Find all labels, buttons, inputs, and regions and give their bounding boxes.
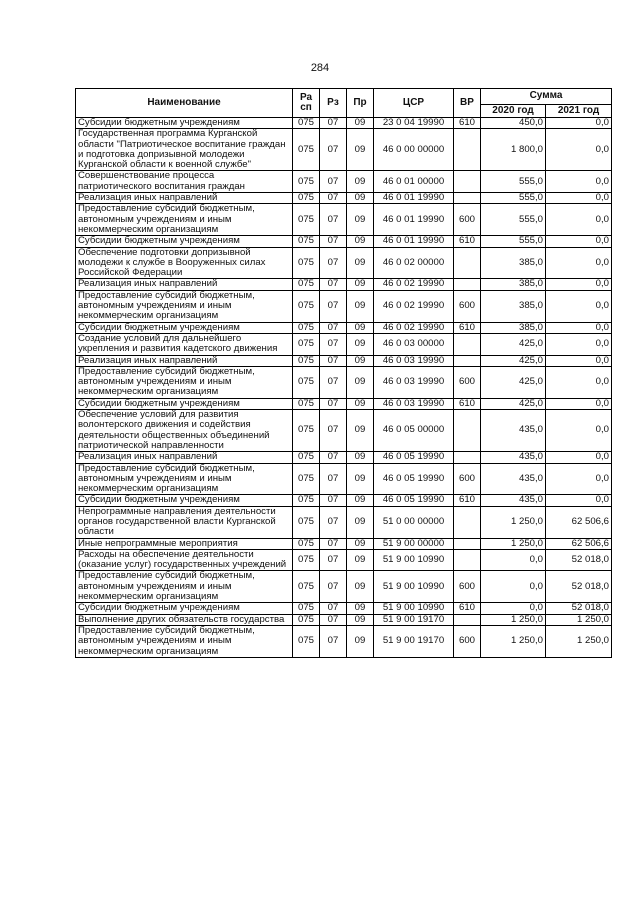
- row-sum-2020: 0,0: [481, 603, 546, 614]
- row-vr: 610: [454, 118, 481, 129]
- row-sum-2021: 0,0: [546, 279, 612, 290]
- table-row: [76, 322, 612, 333]
- header-2020: 2020 год: [481, 105, 546, 118]
- row-rasp: 075: [293, 603, 320, 614]
- row-sum-2021: 52 018,0: [546, 603, 612, 614]
- row-pr: 09: [347, 452, 374, 463]
- row-rz: 07: [320, 495, 347, 506]
- row-sum-2021: 0,0: [546, 495, 612, 506]
- row-rz: 07: [320, 571, 347, 603]
- row-rz: 07: [320, 322, 347, 333]
- row-sum-2021: 0,0: [546, 129, 612, 171]
- row-name: Создание условий для дальнейшего укрепления и развития кадетского движения: [76, 333, 293, 355]
- table-row: [76, 279, 612, 290]
- row-rz: 07: [320, 290, 347, 322]
- row-vr: 600: [454, 366, 481, 398]
- row-sum-2020: 1 250,0: [481, 614, 546, 625]
- row-rz: 07: [320, 549, 347, 571]
- row-sum-2020: 0,0: [481, 571, 546, 603]
- row-sum-2020: 385,0: [481, 322, 546, 333]
- row-name: Субсидии бюджетным учреждениям: [76, 603, 293, 614]
- table-row: [76, 193, 612, 204]
- row-csr: 51 9 00 10990: [374, 571, 454, 603]
- table-row: [76, 410, 612, 452]
- row-rasp: 075: [293, 625, 320, 657]
- row-vr: [454, 538, 481, 549]
- row-sum-2021: 52 018,0: [546, 571, 612, 603]
- header-sum: Сумма: [481, 89, 612, 105]
- row-rasp: 075: [293, 236, 320, 247]
- row-rz: 07: [320, 279, 347, 290]
- row-rasp: 075: [293, 322, 320, 333]
- header-2021: 2021 год: [546, 105, 612, 118]
- row-rz: 07: [320, 247, 347, 279]
- row-vr: [454, 279, 481, 290]
- row-name: Реализация иных направлений: [76, 355, 293, 366]
- row-csr: 51 0 00 00000: [374, 506, 454, 538]
- row-pr: 09: [347, 118, 374, 129]
- row-vr: [454, 247, 481, 279]
- table-row: [76, 171, 612, 193]
- row-vr: [454, 333, 481, 355]
- row-rz: 07: [320, 171, 347, 193]
- page-number: 284: [310, 62, 330, 74]
- row-pr: 09: [347, 625, 374, 657]
- row-sum-2021: 0,0: [546, 204, 612, 236]
- row-rasp: 075: [293, 366, 320, 398]
- row-vr: 600: [454, 204, 481, 236]
- row-pr: 09: [347, 333, 374, 355]
- row-sum-2021: 62 506,6: [546, 506, 612, 538]
- row-vr: 600: [454, 571, 481, 603]
- row-name: Предоставление субсидий бюджетным, автономным учреждениям и иным некоммерческим организациям: [76, 366, 293, 398]
- row-pr: 09: [347, 322, 374, 333]
- row-pr: 09: [347, 495, 374, 506]
- row-name: Предоставление субсидий бюджетным, автономным учреждениям и иным некоммерческим организациям: [76, 463, 293, 495]
- row-csr: 46 0 05 19990: [374, 463, 454, 495]
- table-row: [76, 538, 612, 549]
- row-name: Выполнение других обязательств государства: [76, 614, 293, 625]
- row-pr: 09: [347, 538, 374, 549]
- row-rasp: 075: [293, 129, 320, 171]
- row-rz: 07: [320, 355, 347, 366]
- table-row: [76, 236, 612, 247]
- row-sum-2021: 1 250,0: [546, 625, 612, 657]
- row-csr: 46 0 02 19990: [374, 279, 454, 290]
- row-rasp: 075: [293, 398, 320, 409]
- row-csr: 51 9 00 19170: [374, 625, 454, 657]
- table-row: [76, 463, 612, 495]
- row-csr: 46 0 03 00000: [374, 333, 454, 355]
- row-pr: 09: [347, 290, 374, 322]
- table-row: [76, 204, 612, 236]
- row-sum-2020: 385,0: [481, 290, 546, 322]
- row-name: Обеспечение подготовки допризывной молодежи к службе в Вооруженных силах Российской Федерации: [76, 247, 293, 279]
- row-vr: [454, 410, 481, 452]
- row-sum-2021: 0,0: [546, 398, 612, 409]
- row-sum-2020: 555,0: [481, 171, 546, 193]
- header-rasp: Ра сп: [293, 89, 320, 118]
- row-rasp: 075: [293, 355, 320, 366]
- table-row: [76, 625, 612, 657]
- header-pr: Пр: [347, 89, 374, 118]
- row-pr: 09: [347, 279, 374, 290]
- row-sum-2021: 0,0: [546, 410, 612, 452]
- row-rasp: 075: [293, 204, 320, 236]
- row-rz: 07: [320, 398, 347, 409]
- row-rz: 07: [320, 236, 347, 247]
- row-rasp: 075: [293, 279, 320, 290]
- row-name: Реализация иных направлений: [76, 193, 293, 204]
- row-vr: 610: [454, 603, 481, 614]
- row-rz: 07: [320, 463, 347, 495]
- row-sum-2021: 0,0: [546, 290, 612, 322]
- row-csr: 51 9 00 10990: [374, 603, 454, 614]
- row-pr: 09: [347, 171, 374, 193]
- row-rz: 07: [320, 118, 347, 129]
- row-sum-2020: 385,0: [481, 247, 546, 279]
- row-sum-2020: 0,0: [481, 549, 546, 571]
- row-sum-2020: 1 800,0: [481, 129, 546, 171]
- row-rasp: 075: [293, 549, 320, 571]
- row-csr: 46 0 02 19990: [374, 290, 454, 322]
- row-csr: 46 0 02 00000: [374, 247, 454, 279]
- row-rz: 07: [320, 204, 347, 236]
- row-csr: 51 9 00 19170: [374, 614, 454, 625]
- row-pr: 09: [347, 549, 374, 571]
- row-name: Реализация иных направлений: [76, 279, 293, 290]
- row-name: Государственная программа Курганской области "Патриотическое воспитание граждан и подготовка допризывной молодежи Курганской области к военной службе": [76, 129, 293, 171]
- header-csr: ЦСР: [374, 89, 454, 118]
- row-name: Предоставление субсидий бюджетным, автономным учреждениям и иным некоммерческим организациям: [76, 571, 293, 603]
- row-sum-2021: 0,0: [546, 463, 612, 495]
- row-sum-2021: 0,0: [546, 452, 612, 463]
- row-rasp: 075: [293, 506, 320, 538]
- row-sum-2021: 0,0: [546, 118, 612, 129]
- row-rasp: 075: [293, 495, 320, 506]
- row-pr: 09: [347, 204, 374, 236]
- row-rasp: 075: [293, 452, 320, 463]
- row-sum-2020: 555,0: [481, 193, 546, 204]
- table-row: [76, 452, 612, 463]
- row-vr: [454, 452, 481, 463]
- row-csr: 46 0 05 19990: [374, 452, 454, 463]
- row-rz: 07: [320, 625, 347, 657]
- row-rasp: 075: [293, 614, 320, 625]
- table-row: [76, 129, 612, 171]
- row-csr: 46 0 00 00000: [374, 129, 454, 171]
- row-csr: 46 0 01 19990: [374, 204, 454, 236]
- row-csr: 46 0 03 19990: [374, 366, 454, 398]
- header-name: Наименование: [76, 89, 293, 118]
- table-row: [76, 571, 612, 603]
- row-sum-2021: 0,0: [546, 355, 612, 366]
- row-name: Предоставление субсидий бюджетным, автономным учреждениям и иным некоммерческим организациям: [76, 625, 293, 657]
- row-rasp: 075: [293, 118, 320, 129]
- row-sum-2021: 0,0: [546, 366, 612, 398]
- row-csr: 46 0 01 19990: [374, 236, 454, 247]
- row-name: Совершенствование процесса патриотического воспитания граждан: [76, 171, 293, 193]
- row-csr: 46 0 05 19990: [374, 495, 454, 506]
- row-name: Предоставление субсидий бюджетным, автономным учреждениям и иным некоммерческим организациям: [76, 204, 293, 236]
- row-vr: 610: [454, 495, 481, 506]
- row-sum-2021: 0,0: [546, 322, 612, 333]
- row-name: Субсидии бюджетным учреждениям: [76, 398, 293, 409]
- row-csr: 46 0 01 00000: [374, 171, 454, 193]
- row-sum-2020: 555,0: [481, 204, 546, 236]
- row-sum-2020: 555,0: [481, 236, 546, 247]
- row-name: Субсидии бюджетным учреждениям: [76, 118, 293, 129]
- row-rz: 07: [320, 506, 347, 538]
- table-row: [76, 398, 612, 409]
- row-sum-2020: 435,0: [481, 495, 546, 506]
- row-pr: 09: [347, 355, 374, 366]
- table-row: [76, 247, 612, 279]
- table-row: [76, 603, 612, 614]
- row-name: Предоставление субсидий бюджетным, автономным учреждениям и иным некоммерческим организациям: [76, 290, 293, 322]
- row-sum-2021: 1 250,0: [546, 614, 612, 625]
- row-rasp: 075: [293, 171, 320, 193]
- row-name: Реализация иных направлений: [76, 452, 293, 463]
- row-pr: 09: [347, 614, 374, 625]
- row-vr: [454, 193, 481, 204]
- row-csr: 23 0 04 19990: [374, 118, 454, 129]
- row-rz: 07: [320, 193, 347, 204]
- row-name: Расходы на обеспечение деятельности (оказание услуг) государственных учреждений: [76, 549, 293, 571]
- row-rz: 07: [320, 614, 347, 625]
- row-rz: 07: [320, 452, 347, 463]
- row-csr: 46 0 03 19990: [374, 398, 454, 409]
- table-row: [76, 506, 612, 538]
- row-sum-2020: 425,0: [481, 366, 546, 398]
- row-rasp: 075: [293, 333, 320, 355]
- row-sum-2021: 0,0: [546, 333, 612, 355]
- row-name: Обеспечение условий для развития волонтерского движения и содействия деятельности общественных объединений патриотической направленности: [76, 410, 293, 452]
- row-pr: 09: [347, 193, 374, 204]
- row-rz: 07: [320, 129, 347, 171]
- row-rz: 07: [320, 366, 347, 398]
- row-vr: [454, 549, 481, 571]
- row-vr: 600: [454, 463, 481, 495]
- table-header: [76, 89, 612, 118]
- row-vr: 610: [454, 398, 481, 409]
- row-rasp: 075: [293, 571, 320, 603]
- row-vr: [454, 171, 481, 193]
- table-row: [76, 366, 612, 398]
- row-sum-2020: 425,0: [481, 333, 546, 355]
- row-rz: 07: [320, 333, 347, 355]
- row-pr: 09: [347, 236, 374, 247]
- row-name: Непрограммные направления деятельности органов государственной власти Курганской области: [76, 506, 293, 538]
- row-name: Иные непрограммные мероприятия: [76, 538, 293, 549]
- row-pr: 09: [347, 366, 374, 398]
- row-pr: 09: [347, 603, 374, 614]
- row-csr: 46 0 01 19990: [374, 193, 454, 204]
- table-row: [76, 290, 612, 322]
- row-name: Субсидии бюджетным учреждениям: [76, 495, 293, 506]
- header-vr: ВР: [454, 89, 481, 118]
- row-sum-2020: 435,0: [481, 410, 546, 452]
- row-vr: 610: [454, 236, 481, 247]
- row-csr: 46 0 02 19990: [374, 322, 454, 333]
- row-pr: 09: [347, 398, 374, 409]
- table-row: [76, 495, 612, 506]
- row-sum-2020: 1 250,0: [481, 625, 546, 657]
- row-pr: 09: [347, 463, 374, 495]
- row-rz: 07: [320, 538, 347, 549]
- row-rz: 07: [320, 410, 347, 452]
- budget-table: [75, 88, 612, 658]
- row-csr: 51 9 00 00000: [374, 538, 454, 549]
- row-sum-2020: 425,0: [481, 355, 546, 366]
- row-rasp: 075: [293, 247, 320, 279]
- row-sum-2020: 435,0: [481, 463, 546, 495]
- row-vr: [454, 506, 481, 538]
- row-vr: 600: [454, 290, 481, 322]
- row-vr: [454, 614, 481, 625]
- table-row: [76, 118, 612, 129]
- row-name: Субсидии бюджетным учреждениям: [76, 322, 293, 333]
- row-sum-2021: 62 506,6: [546, 538, 612, 549]
- row-csr: 46 0 05 00000: [374, 410, 454, 452]
- row-sum-2021: 0,0: [546, 236, 612, 247]
- row-sum-2020: 435,0: [481, 452, 546, 463]
- row-sum-2020: 425,0: [481, 398, 546, 409]
- row-sum-2020: 385,0: [481, 279, 546, 290]
- row-sum-2021: 52 018,0: [546, 549, 612, 571]
- row-sum-2021: 0,0: [546, 193, 612, 204]
- row-sum-2020: 1 250,0: [481, 506, 546, 538]
- row-pr: 09: [347, 506, 374, 538]
- row-vr: [454, 355, 481, 366]
- row-pr: 09: [347, 247, 374, 279]
- row-sum-2021: 0,0: [546, 247, 612, 279]
- table-row: [76, 355, 612, 366]
- row-pr: 09: [347, 129, 374, 171]
- row-rasp: 075: [293, 538, 320, 549]
- row-vr: 600: [454, 625, 481, 657]
- header-rz: Рз: [320, 89, 347, 118]
- row-rasp: 075: [293, 463, 320, 495]
- row-sum-2021: 0,0: [546, 171, 612, 193]
- row-csr: 51 9 00 10990: [374, 549, 454, 571]
- row-vr: 610: [454, 322, 481, 333]
- row-vr: [454, 129, 481, 171]
- row-pr: 09: [347, 571, 374, 603]
- row-rasp: 075: [293, 290, 320, 322]
- row-sum-2020: 450,0: [481, 118, 546, 129]
- row-sum-2020: 1 250,0: [481, 538, 546, 549]
- table-body: [76, 118, 612, 658]
- row-rasp: 075: [293, 193, 320, 204]
- table-row: [76, 614, 612, 625]
- row-csr: 46 0 03 19990: [374, 355, 454, 366]
- row-rz: 07: [320, 603, 347, 614]
- row-pr: 09: [347, 410, 374, 452]
- table-row: [76, 333, 612, 355]
- row-name: Субсидии бюджетным учреждениям: [76, 236, 293, 247]
- row-rasp: 075: [293, 410, 320, 452]
- table-row: [76, 549, 612, 571]
